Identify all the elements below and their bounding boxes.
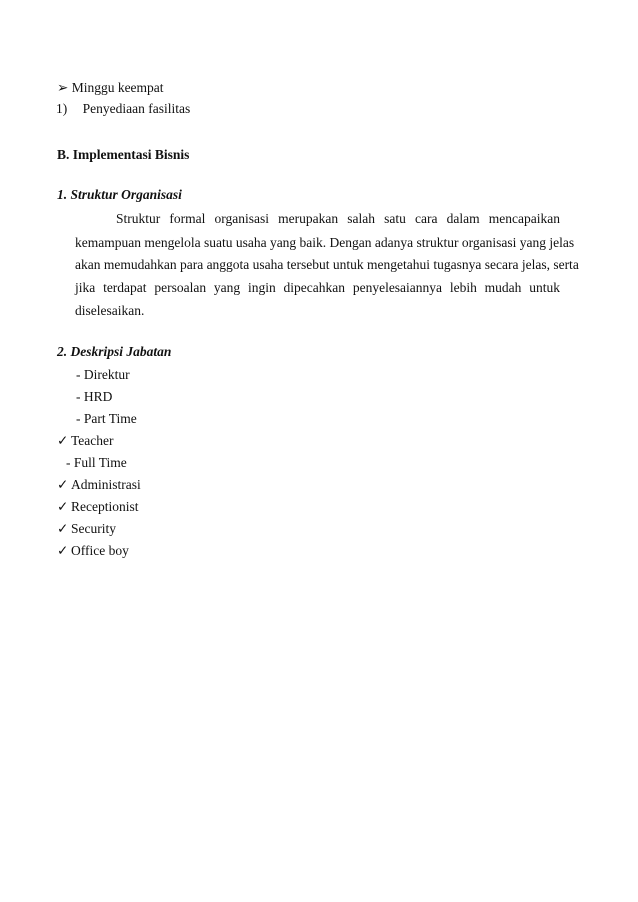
struktur-paragraph-line-4: jika terdapat persoalan yang ingin dipecahkan penyelesaiannya lebih mudah untuk	[75, 280, 560, 295]
dash-item-part-time: - Part Time	[76, 411, 137, 426]
check-item-office-boy	[57, 542, 129, 560]
struktur-paragraph-line-2: kemampuan mengelola suatu usaha yang baik. Dengan adanya struktur organisasi yang jelas	[75, 235, 575, 250]
struktur-paragraph-line-1: Struktur formal organisasi merupakan salah satu cara dalam mencapaikan	[116, 211, 560, 226]
numbered-marker: 1)	[56, 101, 68, 116]
struktur-paragraph-line-5: diselesaikan.	[75, 303, 145, 318]
check-item-text: Receptionist	[71, 499, 139, 514]
dash-item-hrd: - HRD	[76, 389, 113, 404]
check-item-security	[57, 520, 116, 538]
check-item-administrasi	[57, 476, 141, 494]
check-item-text: Teacher	[71, 433, 114, 448]
arrow-bullet-icon: ➢	[57, 80, 69, 95]
section-b-heading: B. Implementasi Bisnis	[57, 147, 190, 162]
checkmark-icon: ✓	[57, 477, 69, 492]
struktur-heading: 1. Struktur Organisasi	[57, 187, 182, 202]
struktur-paragraph-line-3: akan memudahkan para anggota usaha tersebut untuk mengetahui tugasnya secara jelas, serta	[75, 257, 579, 272]
checkmark-icon: ✓	[57, 543, 69, 558]
check-item-teacher	[57, 432, 114, 450]
dash-item-direktur: - Direktur	[76, 367, 130, 382]
numbered-item-penyediaan	[56, 100, 190, 118]
check-item-text: Office boy	[71, 543, 129, 558]
check-item-receptionist	[57, 498, 139, 516]
dash-item-full-time: - Full Time	[66, 455, 127, 470]
check-item-text: Security	[71, 521, 116, 536]
check-item-text: Administrasi	[71, 477, 141, 492]
deskripsi-heading: 2. Deskripsi Jabatan	[57, 344, 172, 359]
numbered-item-text: Penyediaan fasilitas	[82, 101, 191, 116]
bullet-item-text: Minggu keempat	[71, 80, 164, 95]
checkmark-icon: ✓	[57, 521, 69, 536]
bullet-item-minggu	[57, 79, 164, 97]
checkmark-icon: ✓	[57, 499, 69, 514]
checkmark-icon: ✓	[57, 433, 69, 448]
